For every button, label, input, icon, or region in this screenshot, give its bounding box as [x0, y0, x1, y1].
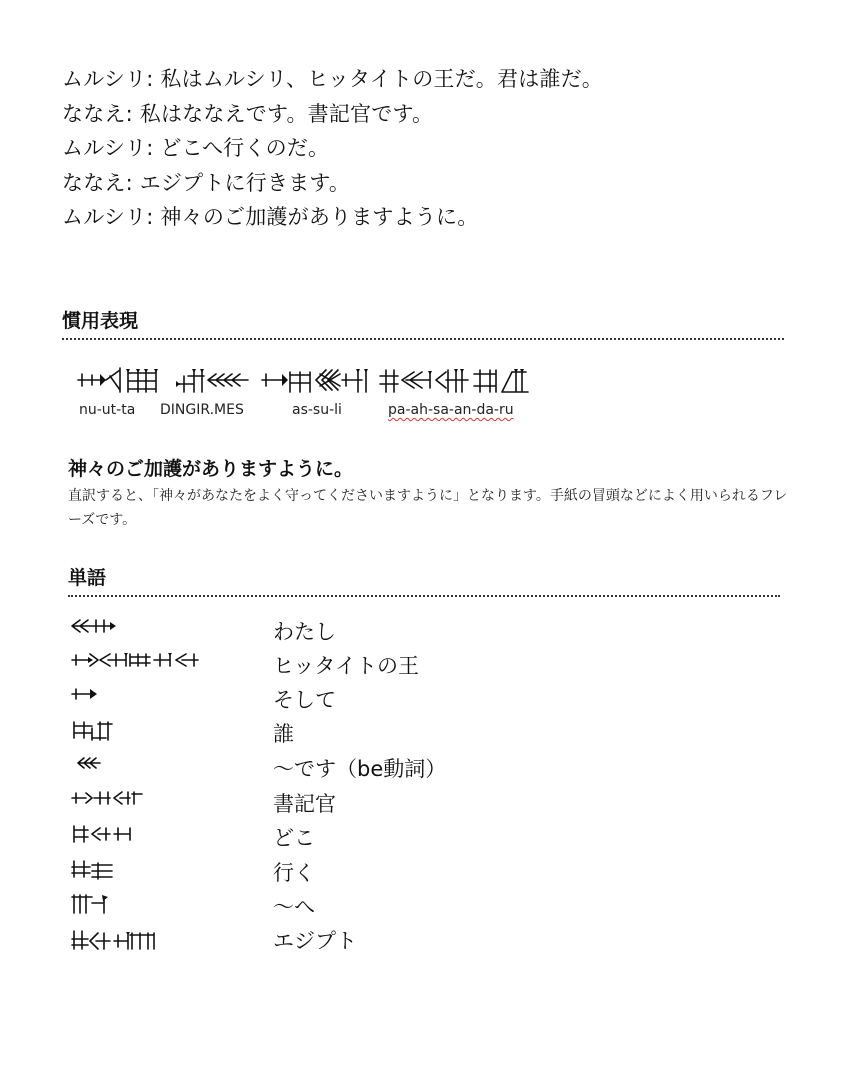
vocab-item [70, 682, 770, 716]
cuneiform-word [70, 753, 104, 773]
idiom-divider [62, 338, 784, 340]
cuneiform-word [70, 616, 120, 636]
cuneiform-word [70, 822, 136, 846]
vocab-item [70, 751, 770, 785]
vocab-meaning: 〜です（be動詞） [273, 757, 447, 781]
cuneiform-word [70, 650, 202, 670]
vocab-item [70, 648, 770, 682]
cuneiform-word [70, 857, 120, 881]
transliteration: as-su-li [292, 402, 342, 418]
vocab-divider [68, 595, 780, 597]
cuneiform-word-nu-ut-ta [78, 368, 158, 392]
vocab-item [70, 614, 770, 648]
cuneiform-word [70, 925, 160, 953]
phrase-description: 直訳すると、「神々があなたをよく守ってくださいますように」となります。手紙の冒頭などによく用いられるフレーズです。 [68, 488, 788, 528]
vocab-item [70, 786, 770, 820]
cuneiform-word [70, 718, 120, 742]
dialogue-line: ムルシリ: 私はムルシリ、ヒッタイトの王だ。君は誰だ。 [62, 67, 603, 91]
vocab-item [70, 855, 770, 889]
dialogue-line: ななえ: エジプトに行きます。 [62, 170, 351, 195]
vocab-meaning: そして [273, 688, 336, 712]
vocab-meaning: エジプト [273, 929, 357, 953]
cuneiform-word-dingir-mes [176, 369, 248, 392]
vocab-meaning: ヒッタイトの王 [273, 654, 419, 678]
cuneiform-word [70, 788, 144, 808]
vocab-meaning: 行く [273, 861, 315, 885]
phrase-title: 神々のご加護がありますように。 [68, 458, 354, 480]
vocab-meaning: 誰 [273, 722, 294, 746]
dialogue-line: ムルシリ: 神々のご加護がありますように。 [62, 205, 479, 229]
vocab-meaning: 書記官 [273, 792, 336, 816]
transliteration-misspelled: pa-ah-sa-an-da-ru [388, 402, 514, 418]
idiom-heading: 慣用表現 [62, 310, 139, 332]
vocab-meaning: わたし [273, 620, 336, 644]
dialogue-line: ムルシリ: どこへ行くのだ。 [62, 136, 330, 160]
dialogue-line: ななえ: 私はななえです。書記官です。 [62, 101, 434, 126]
cuneiform-word [70, 684, 100, 704]
dialogue [62, 62, 603, 235]
vocab-heading: 単語 [68, 567, 107, 589]
vocab-meaning: 〜へ [273, 895, 315, 919]
vocab-meaning: どこ [273, 826, 315, 850]
cuneiform-word-as-su-li [262, 369, 368, 392]
cuneiform-word [70, 891, 114, 915]
vocab-item [70, 889, 770, 923]
vocab-item [70, 820, 770, 854]
cuneiform-phrase [76, 362, 576, 398]
cuneiform-word-pa-ah-sa-an-da-ru [380, 369, 528, 392]
transliteration: nu-ut-ta [79, 402, 136, 418]
vocab-item [70, 923, 770, 957]
transliteration: DINGIR.MES [160, 402, 244, 418]
vocab-item [70, 716, 770, 750]
